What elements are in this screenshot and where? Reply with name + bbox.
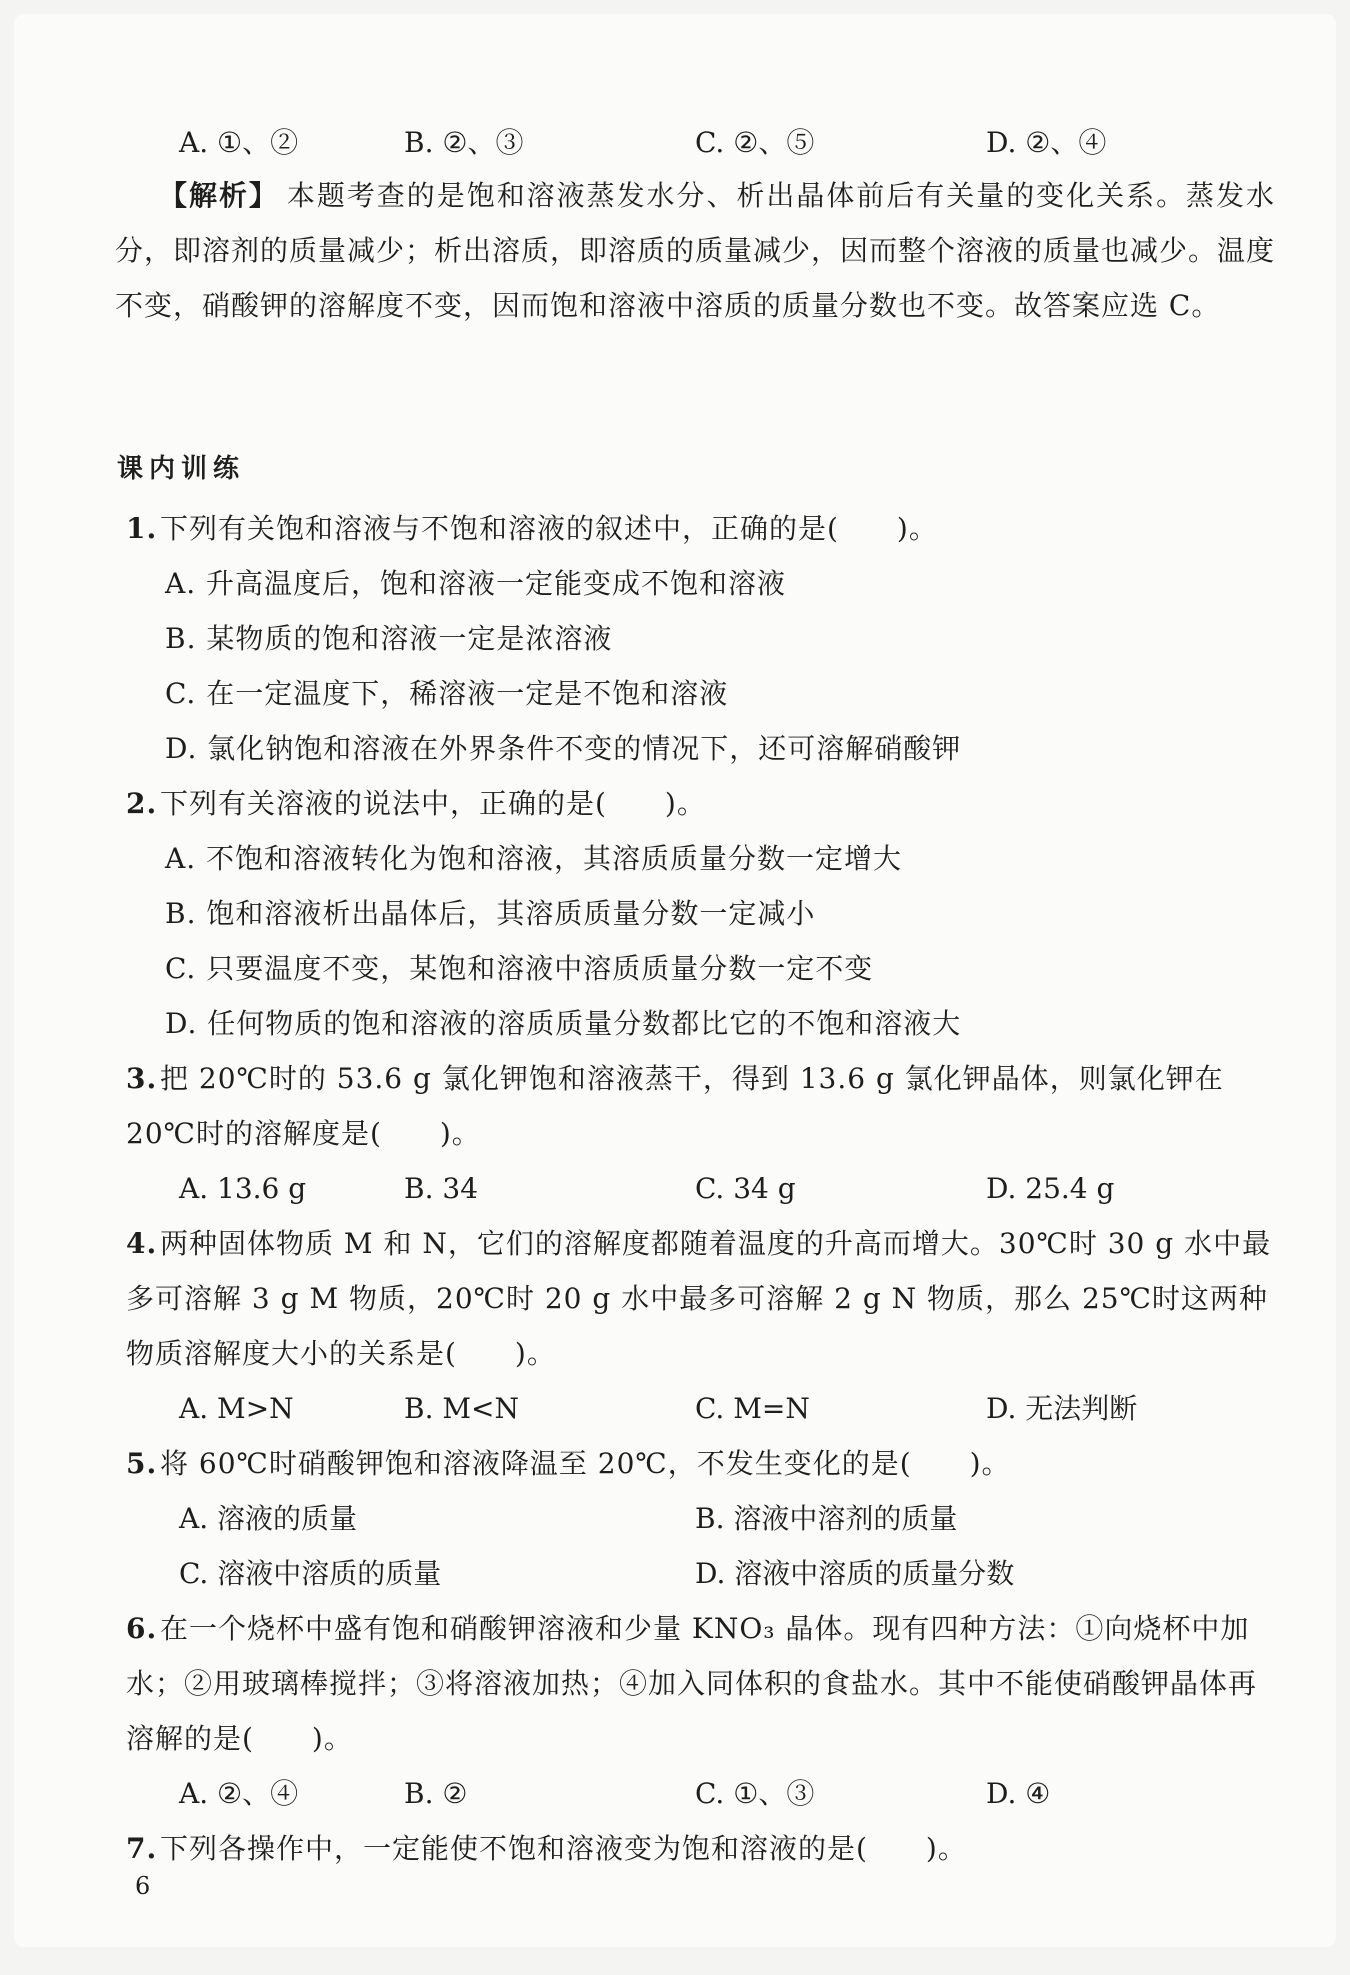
question-stem: 将 60℃时硝酸钾饱和溶液降温至 20℃，不发生变化的是( )。 <box>160 1447 1011 1480</box>
q2-option-c: C. 只要温度不变，某饱和溶液中溶质质量分数一定不变 <box>165 952 874 985</box>
question-number: 6. <box>126 1612 158 1645</box>
question-6 <box>126 1601 1274 1766</box>
q4-option-c: C. M=N <box>695 1392 810 1425</box>
question-2 <box>126 776 1274 831</box>
question-1 <box>126 501 1274 556</box>
question-4 <box>126 1216 1274 1381</box>
q5-option-d: D. 溶液中溶质的质量分数 <box>695 1557 1015 1590</box>
question-number: 7. <box>126 1832 158 1865</box>
question-stem: 下列各操作中，一定能使不饱和溶液变为饱和溶液的是( )。 <box>160 1832 967 1865</box>
question-3 <box>126 1051 1274 1161</box>
analysis-text: 本题考查的是饱和溶液蒸发水分、析出晶体前后有关量的变化关系。蒸发水分，即溶剂的质量减少；析出溶质，即溶质的质量减少，因而整个溶液的质量也减少。温度不变，硝酸钾的溶解度不变，因而饱和溶液中溶质的质量分数也不变。故答案应选 C。 <box>115 179 1276 322</box>
q6-option-b: B. ② <box>404 1777 468 1810</box>
option-b: B. ②、③ <box>404 126 524 159</box>
q1-option-a: A. 升高温度后，饱和溶液一定能变成不饱和溶液 <box>165 567 787 600</box>
q5-option-b: B. 溶液中溶剂的质量 <box>695 1502 958 1535</box>
q3-option-b: B. 34 <box>404 1172 479 1205</box>
q5-options-row-1 <box>14 1497 1336 1541</box>
q6-option-c: C. ①、③ <box>695 1777 815 1810</box>
q2-option-d: D. 任何物质的饱和溶液的溶质质量分数都比它的不饱和溶液大 <box>165 1007 962 1040</box>
option-a: A. ①、② <box>179 126 299 159</box>
q4-options-row <box>14 1387 1336 1431</box>
section-title: 课内训练 <box>117 454 246 484</box>
question-number: 4. <box>126 1227 158 1260</box>
page <box>14 14 1336 1947</box>
option-d: D. ②、④ <box>986 126 1107 159</box>
q2-option-a: A. 不饱和溶液转化为饱和溶液，其溶质质量分数一定增大 <box>165 842 903 875</box>
q1-option-c: C. 在一定温度下，稀溶液一定是不饱和溶液 <box>165 677 729 710</box>
q3-option-d: D. 25.4 g <box>986 1172 1115 1205</box>
q1-option-d: D. 氯化钠饱和溶液在外界条件不变的情况下，还可溶解硝酸钾 <box>165 732 962 765</box>
q3-option-c: C. 34 g <box>695 1172 796 1205</box>
question-number: 2. <box>126 787 158 820</box>
question-stem: 在一个烧杯中盛有饱和硝酸钾溶液和少量 KNO₃ 晶体。现有四种方法：①向烧杯中加水；②用玻璃棒搅拌；③将溶液加热；④加入同体积的食盐水。其中不能使硝酸钾晶体再溶解的是( )。 <box>126 1612 1258 1755</box>
q4-option-a: A. M>N <box>179 1392 294 1425</box>
question-stem: 把 20℃时的 53.6 g 氯化钾饱和溶液蒸干，得到 13.6 g 氯化钾晶体，则氯化钾在 20℃时的溶解度是( )。 <box>126 1062 1224 1150</box>
question-stem: 下列有关溶液的说法中，正确的是( )。 <box>160 787 706 820</box>
question-number: 1. <box>126 512 158 545</box>
q4-option-b: B. M<N <box>404 1392 520 1425</box>
question-number: 5. <box>126 1447 158 1480</box>
analysis-tag: 【解析】 <box>159 179 279 212</box>
q4-option-d: D. 无法判断 <box>986 1392 1138 1425</box>
q2-option-b: B. 饱和溶液析出晶体后，其溶质质量分数一定减小 <box>165 897 816 930</box>
option-c: C. ②、⑤ <box>695 126 815 159</box>
q5-option-a: A. 溶液的质量 <box>179 1502 358 1535</box>
q5-option-c: C. 溶液中溶质的质量 <box>179 1557 442 1590</box>
question-number: 3. <box>126 1062 158 1095</box>
question-7 <box>126 1821 1274 1876</box>
analysis-paragraph <box>115 168 1275 333</box>
question-stem: 两种固体物质 M 和 N，它们的溶解度都随着温度的升高而增大。30℃时 30 g 水中最多可溶解 3 g M 物质，20℃时 20 g 水中最多可溶解 2 g N 物质，那么 25℃时这两种物质溶解度大小的关系是( )。 <box>126 1227 1272 1370</box>
q6-option-a: A. ②、④ <box>179 1777 299 1810</box>
page-number: 6 <box>135 1872 151 1900</box>
q6-option-d: D. ④ <box>986 1777 1051 1810</box>
question-5 <box>126 1436 1274 1491</box>
top-options-row <box>14 121 1336 165</box>
q1-option-b: B. 某物质的饱和溶液一定是浓溶液 <box>165 622 613 655</box>
question-stem: 下列有关饱和溶液与不饱和溶液的叙述中，正确的是( )。 <box>160 512 938 545</box>
q5-options-row-2 <box>14 1552 1336 1596</box>
q3-options-row <box>14 1167 1336 1211</box>
q3-option-a: A. 13.6 g <box>179 1172 307 1205</box>
q6-options-row <box>14 1772 1336 1816</box>
